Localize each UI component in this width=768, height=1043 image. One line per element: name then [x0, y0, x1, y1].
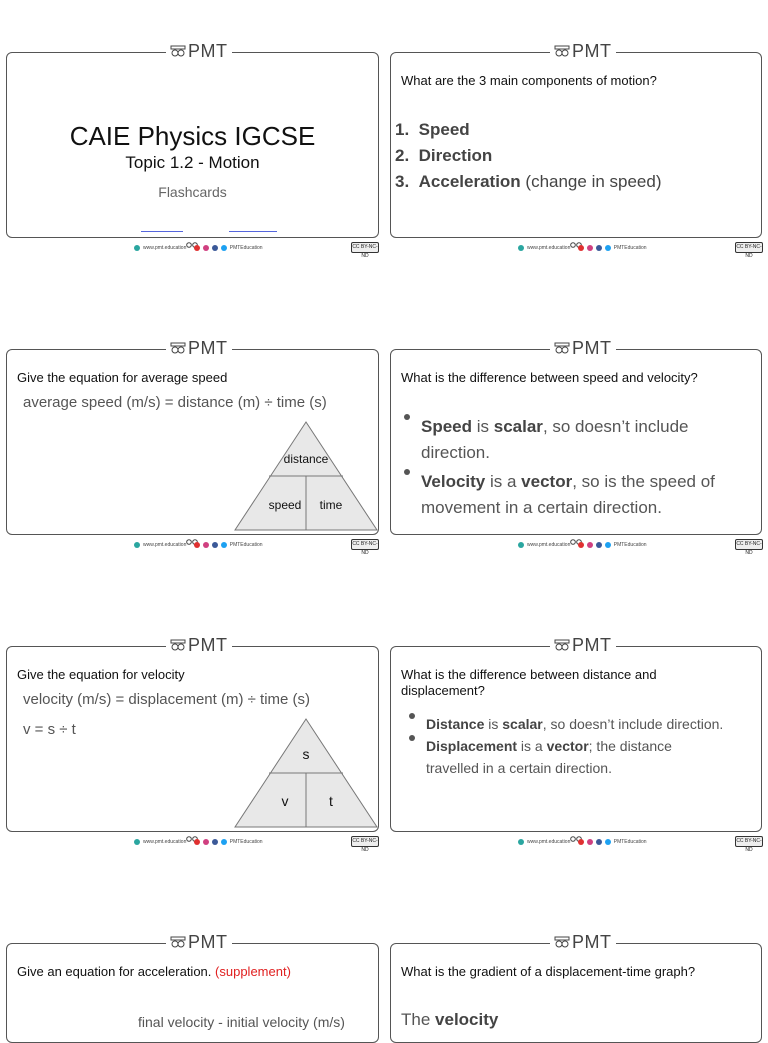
glasses-icon — [170, 934, 186, 950]
twitter-icon[interactable] — [221, 542, 227, 548]
triangle-left-label: v — [281, 793, 289, 809]
flashcard-velocity — [6, 646, 379, 832]
instagram-icon[interactable] — [203, 542, 209, 548]
glasses-icon — [554, 934, 570, 950]
list-item: Velocity is a vector, so is the speed of movement in a certain direction. — [421, 469, 751, 521]
logo-text: PMT — [572, 635, 612, 655]
social-handle: PMTEducation — [229, 839, 263, 845]
topic-subtitle: Topic 1.2 - Motion — [125, 153, 260, 172]
pmt-logo — [550, 933, 616, 951]
social-handle: PMTEducation — [229, 245, 263, 251]
logo-text: PMT — [572, 338, 612, 358]
answer-text: The velocity — [401, 1010, 499, 1029]
pmt-logo — [166, 636, 232, 654]
social-handle: PMTEducation — [229, 542, 263, 548]
facebook-icon[interactable] — [212, 542, 218, 548]
license-badge: CC BY-NC-ND — [352, 541, 378, 556]
list-item: 1. Speed — [395, 120, 470, 139]
logo-text: PMT — [188, 635, 228, 655]
card-footer — [518, 538, 647, 552]
instagram-icon[interactable] — [587, 839, 593, 845]
license-badge: CC BY-NC-ND — [736, 541, 762, 556]
web-icon — [134, 542, 140, 548]
answer-bullets — [399, 414, 751, 521]
pmt-logo — [550, 42, 616, 60]
instagram-icon[interactable] — [587, 542, 593, 548]
link-line-left[interactable] — [141, 231, 183, 232]
flashcard-motion-components — [390, 52, 762, 238]
question-text: What is the difference between distance and displacement? — [401, 667, 657, 698]
flashcard-title — [6, 52, 379, 238]
question-text: What is the difference between speed and velocity? — [401, 370, 698, 385]
question-text: Give an equation for acceleration. (supplement) — [17, 964, 291, 979]
twitter-icon[interactable] — [221, 245, 227, 251]
twitter-icon[interactable] — [605, 542, 611, 548]
logo-text: PMT — [572, 932, 612, 952]
glasses-icon — [554, 340, 570, 356]
facebook-icon[interactable] — [212, 839, 218, 845]
list-item: Distance is scalar, so doesn’t include direction. — [426, 713, 726, 735]
glasses-icon — [554, 637, 570, 653]
facebook-icon[interactable] — [212, 245, 218, 251]
instagram-icon[interactable] — [203, 245, 209, 251]
instagram-icon[interactable] — [587, 245, 593, 251]
twitter-icon[interactable] — [605, 839, 611, 845]
triangle-right-label: time — [319, 498, 343, 512]
list-item: 3. Acceleration (change in speed) — [395, 172, 662, 191]
glasses-icon — [554, 43, 570, 59]
twitter-icon[interactable] — [221, 839, 227, 845]
triangle-left-label: speed — [268, 498, 302, 512]
web-icon — [134, 839, 140, 845]
card-footer — [518, 241, 647, 255]
flashcards-label: Flashcards — [158, 184, 227, 200]
social-handle: PMTEducation — [613, 245, 647, 251]
answer-equation: average speed (m/s) = distance (m) ÷ time (s) — [23, 394, 327, 411]
logo-text: PMT — [188, 338, 228, 358]
logo-text: PMT — [572, 41, 612, 61]
glasses-icon — [170, 637, 186, 653]
license-badge: CC BY-NC-ND — [352, 838, 378, 853]
pmt-logo — [550, 339, 616, 357]
triangle-top-label: distance — [283, 452, 329, 466]
main-title: CAIE Physics IGCSE — [69, 121, 316, 151]
list-item: 2. Direction — [395, 146, 493, 165]
pmt-logo — [166, 339, 232, 357]
flashcard-average-speed — [6, 349, 379, 535]
formula-triangle — [233, 420, 379, 532]
instagram-icon[interactable] — [203, 839, 209, 845]
youtube-icon[interactable] — [578, 542, 584, 548]
logo-text: PMT — [188, 41, 228, 61]
pmt-logo — [166, 933, 232, 951]
facebook-icon[interactable] — [596, 542, 602, 548]
site-link[interactable]: www.pmt.education — [527, 839, 571, 845]
answer-equation: velocity (m/s) = displacement (m) ÷ time (s) — [23, 691, 311, 708]
license-badge: CC BY-NC-ND — [352, 244, 378, 259]
supplement-tag: (supplement) — [215, 964, 291, 979]
glasses-icon — [170, 340, 186, 356]
glasses-icon — [170, 43, 186, 59]
flashcard-acceleration — [6, 943, 379, 1043]
short-equation: v = s ÷ t — [23, 721, 76, 738]
facebook-icon[interactable] — [596, 839, 602, 845]
site-link[interactable]: www.pmt.education — [143, 542, 187, 548]
license-badge: CC BY-NC-ND — [736, 838, 762, 853]
list-item: Speed is scalar, so doesn’t include direction. — [421, 414, 751, 466]
facebook-icon[interactable] — [596, 245, 602, 251]
site-link[interactable]: www.pmt.education — [143, 839, 187, 845]
youtube-icon[interactable] — [194, 542, 200, 548]
card-footer — [134, 241, 263, 255]
flashcard-distance-displacement — [390, 646, 762, 832]
youtube-icon[interactable] — [578, 839, 584, 845]
question-text: What are the 3 main components of motion? — [401, 73, 657, 88]
link-line-right[interactable] — [229, 231, 277, 232]
answer-bullets — [404, 713, 726, 779]
web-icon — [518, 245, 524, 251]
youtube-icon[interactable] — [194, 245, 200, 251]
card-footer — [518, 835, 647, 849]
flashcard-speed-velocity — [390, 349, 762, 535]
web-icon — [518, 839, 524, 845]
site-link[interactable]: www.pmt.education — [143, 245, 187, 251]
card-footer — [134, 835, 263, 849]
twitter-icon[interactable] — [605, 245, 611, 251]
card-footer — [134, 538, 263, 552]
question-text: Give the equation for velocity — [17, 667, 185, 682]
triangle-top-label: s — [302, 746, 310, 762]
social-handle: PMTEducation — [613, 839, 647, 845]
list-item: Displacement is a vector; the distance travelled in a certain direction. — [426, 735, 726, 779]
web-icon — [518, 542, 524, 548]
site-link[interactable]: www.pmt.education — [527, 245, 571, 251]
answer-list — [395, 117, 662, 195]
question-text: What is the gradient of a displacement-time graph? — [401, 964, 696, 979]
pmt-logo — [550, 636, 616, 654]
license-badge: CC BY-NC-ND — [736, 244, 762, 259]
question-text: Give the equation for average speed — [17, 370, 228, 385]
formula-triangle — [233, 717, 379, 829]
youtube-icon[interactable] — [578, 245, 584, 251]
triangle-right-label: t — [329, 793, 333, 809]
flashcard-gradient — [390, 943, 762, 1043]
logo-text: PMT — [188, 932, 228, 952]
site-link[interactable]: www.pmt.education — [527, 542, 571, 548]
social-handle: PMTEducation — [613, 542, 647, 548]
partial-equation-numerator: final velocity - initial velocity (m/s) — [138, 1014, 345, 1030]
youtube-icon[interactable] — [194, 839, 200, 845]
pmt-logo — [166, 42, 232, 60]
web-icon — [134, 245, 140, 251]
